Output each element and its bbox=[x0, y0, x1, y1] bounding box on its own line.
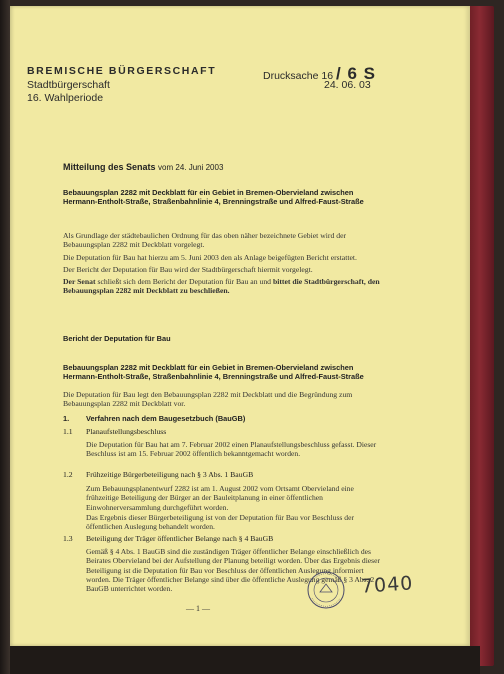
subject-1: Bebauungsplan 2282 mit Deckblatt für ein Gebiet in Bremen-Obervieland zwischen Hermann-Entholt-Straße, Straßenbahnlinie 4, Brenningstraße und Alfred-Faust-Straße bbox=[63, 188, 364, 207]
library-stamp bbox=[306, 570, 346, 610]
header-stadtbuergerschaft: Stadtbürgerschaft bbox=[27, 79, 110, 91]
subject-2: Bebauungsplan 2282 mit Deckblatt für ein Gebiet in Bremen-Obervieland zwischen Hermann-Entholt-Straße, Straßenbahnlinie 4, Brenningstraße und Alfred-Faust-Straße bbox=[63, 363, 364, 382]
section-1-title: Verfahren nach dem Baugesetzbuch (BauGB) bbox=[86, 414, 246, 423]
header-org: BREMISCHE BÜRGERSCHAFT bbox=[27, 65, 217, 77]
section-1-2-text-2: Das Ergebnis dieser Bürgerbeteiligung ist von der Deputation für Bau vor Beschluss der öffentlichen Auslegung behandelt worden. bbox=[86, 513, 354, 532]
section-1-3-title: Beteiligung der Träger öffentlicher Belange nach § 4 BauGB bbox=[86, 534, 274, 543]
background-strip bbox=[10, 646, 480, 674]
bericht-intro: Die Deputation für Bau legt den Bebauungsplan 2282 mit Deckblatt und die Begründung zum Bebauungsplan 2282 mit Deckblatt vor. bbox=[63, 390, 353, 409]
section-1-number: 1. bbox=[63, 414, 70, 423]
intro-p4-mid: schließt sich dem Bericht der Deputation für Bau an und bbox=[95, 277, 273, 287]
intro-text bbox=[63, 231, 385, 296]
intro-p2: Die Deputation für Bau hat hierzu am 5. Juni 2003 den als Anlage beigefügten Bericht erstattet. bbox=[63, 252, 357, 262]
section-1-2-number: 1.2 bbox=[63, 470, 73, 479]
handwritten-number: 7040 bbox=[360, 572, 415, 598]
intro-p3: Der Bericht der Deputation für Bau wird der Stadtbürgerschaft hiermit vorgelegt. bbox=[63, 264, 313, 274]
section-1-1-title: Planaufstellungsbeschluss bbox=[86, 427, 167, 436]
intro-p4-bold2: bittet die Stadtbürgerschaft, den Bebauungsplan 2282 mit Deckblatt zu beschließen. bbox=[63, 277, 380, 296]
section-1-1-text: Die Deputation für Bau hat am 7. Februar 2002 einen Planaufstellungsbeschluss gefasst. Dieser Beschluss ist am 15. Februar 2002 öffentlich bekanntgemacht worden. bbox=[86, 440, 377, 459]
section-1-3-number: 1.3 bbox=[63, 534, 73, 543]
intro-p1: Als Grundlage der städtebaulichen Ordnung für das oben näher bezeichnete Gebiet wird der Bebauungsplan 2282 mit Deckblatt vorgelegt. bbox=[63, 231, 347, 250]
bericht-heading: Bericht der Deputation für Bau bbox=[63, 334, 171, 343]
intro-p4 bbox=[63, 277, 385, 296]
drucksache-label: Drucksache 16 bbox=[263, 70, 334, 82]
title-main: Mitteilung des Senats bbox=[63, 162, 156, 172]
section-1-2-title: Frühzeitige Bürgerbeteiligung nach § 3 Abs. 1 BauGB bbox=[86, 470, 254, 479]
header-date: 24. 06. 03 bbox=[324, 79, 371, 91]
section-1-3-text: Gemäß § 4 Abs. 1 BauGB sind die zuständigen Träger öffentlicher Belange einschließlich des Beirates Obervieland bei der Aufstellung der Planung beteiligt worden. Über das Ergebnis dieser Beteiligung ist die Deputation für Bau vor Beschluss der öffentlichen Auslegung informiert worden. Die Träger öffentlicher Belange sind über die öffentliche Auslegung gemäß § 3 Abs. 2 BauGB unterrichtet worden. bbox=[86, 547, 381, 594]
book-cover-edge bbox=[468, 6, 494, 666]
section-1-2-text-1: Zum Bebauungsplanentwurf 2282 ist am 1. August 2002 vom Ortsamt Obervieland eine frühzeitige Beteiligung der Bürger an der Bauleitplanung in einer öffentlichen Einwohnerversammlung durchgeführt worden. bbox=[86, 484, 354, 512]
drucksache-number: / 6 S bbox=[336, 64, 377, 83]
binding-spine bbox=[0, 0, 10, 674]
section-1-1-number: 1.1 bbox=[63, 427, 73, 436]
title-date: vom 24. Juni 2003 bbox=[158, 163, 224, 172]
document-title bbox=[63, 162, 223, 172]
header-wahlperiode: 16. Wahlperiode bbox=[27, 92, 104, 104]
page-number: — 1 — bbox=[186, 604, 210, 613]
intro-p4-bold1: Der Senat bbox=[63, 277, 96, 287]
